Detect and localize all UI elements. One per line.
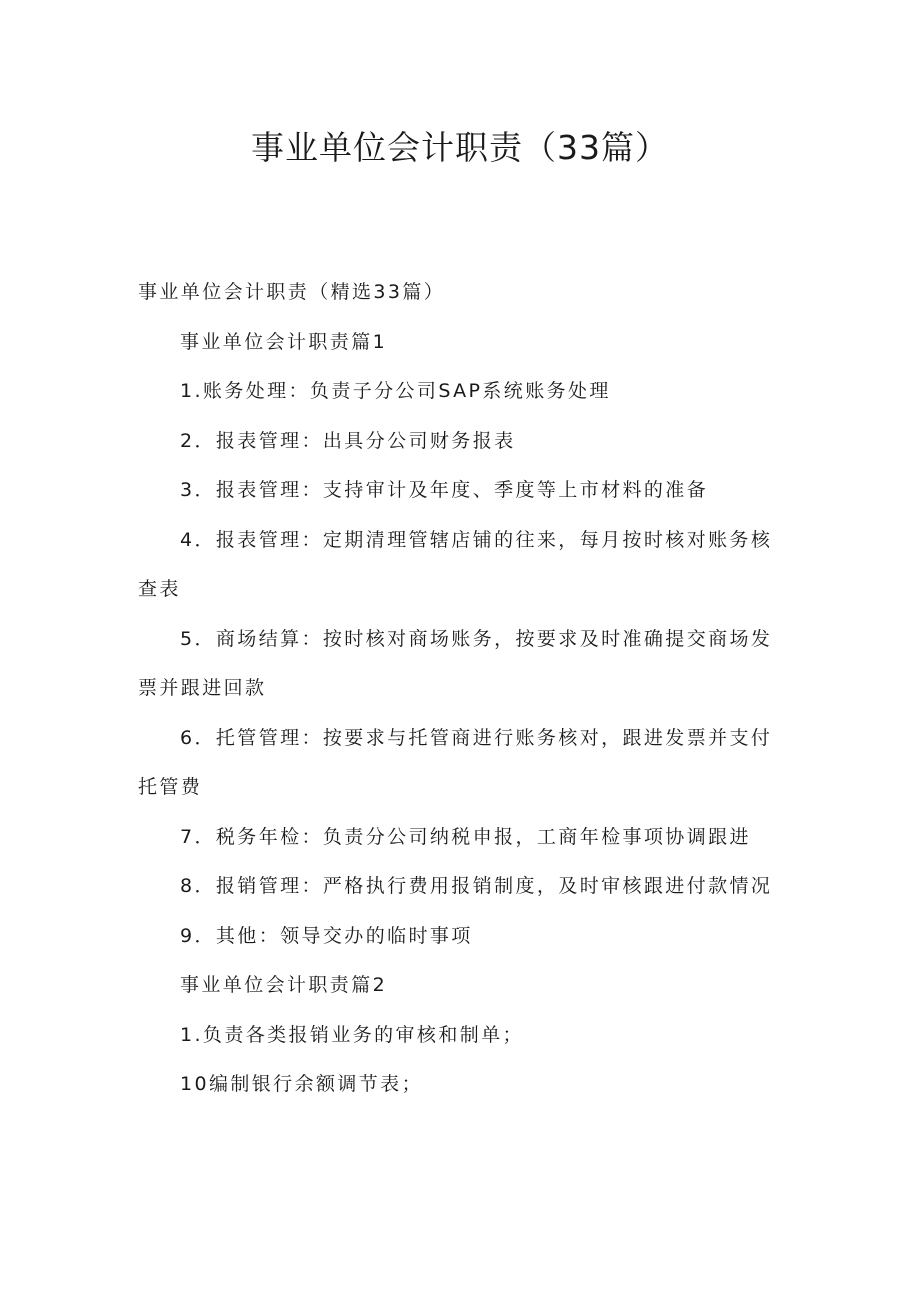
list-item: 3．报表管理：支持审计及年度、季度等上市材料的准备 [180,479,709,501]
document-body [138,268,780,1110]
list-item: 7．税务年检：负责分公司纳税申报，工商年检事项协调跟进 [180,825,751,848]
list-item: 5．商场结算：按时核对商场账务，按要求及时准确提交商场发票并跟进回款 [138,627,773,699]
section-heading-1: 事业单位会计职责篇1 [180,330,388,353]
list-item: 6．托管管理：按要求与托管商进行账务核对，跟进发票并支付托管费 [138,726,773,798]
list-item: 9．其他：领导交办的临时事项 [180,924,473,947]
list-item: 4．报表管理：定期清理管辖店铺的往来，每月按时核对账务核查表 [138,528,773,600]
list-item: 10编制银行余额调节表； [180,1073,423,1095]
subtitle-paragraph: 事业单位会计职责（精选33篇） [138,281,446,303]
list-item: 8．报销管理：严格执行费用报销制度，及时审核跟进付款情况 [180,875,773,897]
list-item: 1.负责各类报销业务的审核和制单； [180,1023,524,1046]
list-item: 2．报表管理：出具分公司财务报表 [180,429,516,452]
document-title: 事业单位会计职责（33篇） [251,128,669,167]
list-item: 1.账务处理：负责子分公司SAP系统账务处理 [180,380,611,402]
section-heading-2: 事业单位会计职责篇2 [180,974,388,996]
